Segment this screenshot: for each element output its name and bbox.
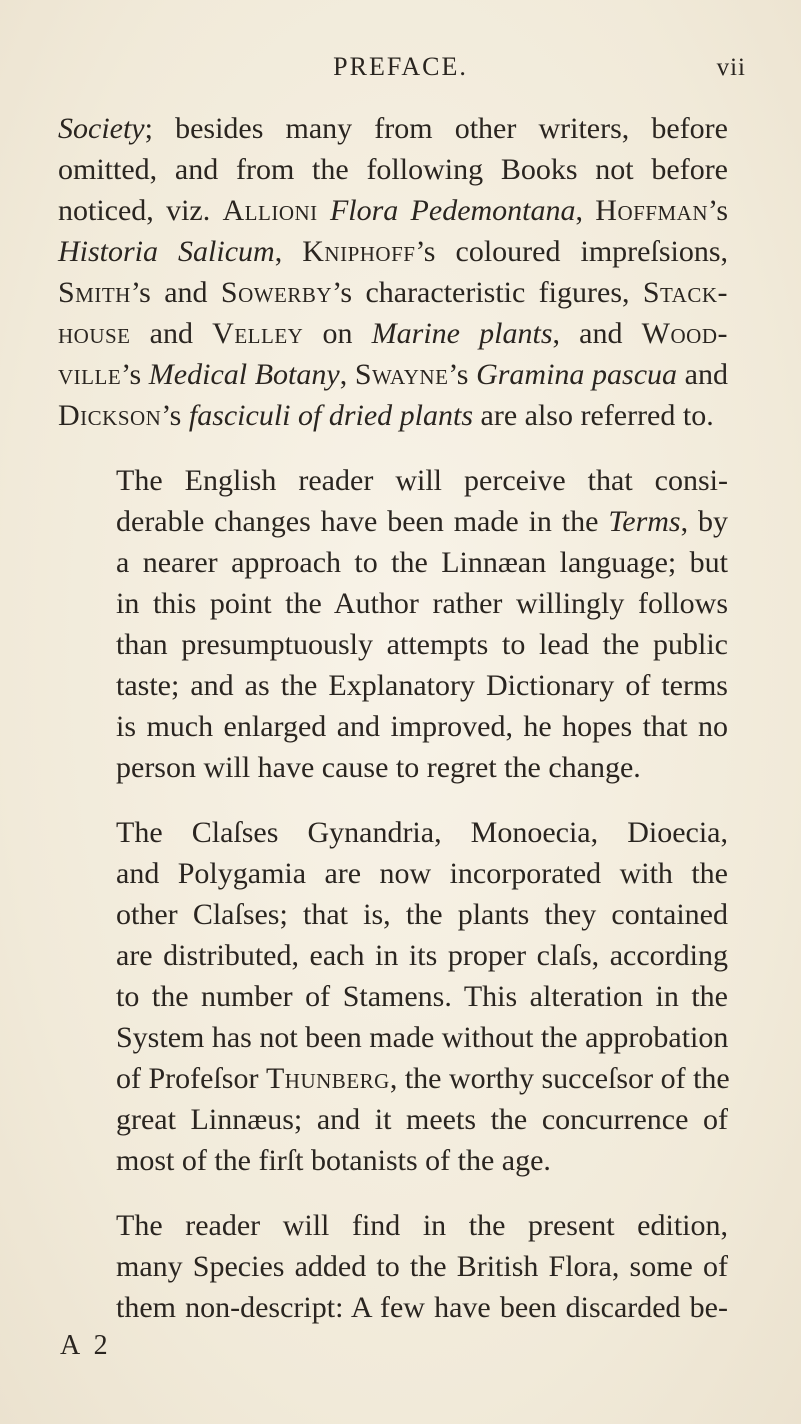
text-line [58, 354, 728, 395]
paragraph [58, 108, 728, 436]
text-run: ’s characteristic figures, [332, 276, 643, 309]
text-run: taste; and as the Explanatory Dictionary of terms [116, 669, 728, 702]
text-run: noticed, viz. [58, 194, 223, 227]
text-line [58, 624, 728, 665]
text-line [58, 313, 728, 354]
text-line [58, 501, 728, 542]
text-run: ’s and [130, 276, 221, 309]
text-line [58, 1205, 728, 1246]
small-caps-name: house [58, 317, 131, 350]
text-run: and Polygamia are now incorporated with the [116, 857, 728, 890]
text-run: , [274, 235, 303, 268]
text-run: other Claſses; that is, the plants they contained [116, 898, 728, 931]
page-number: vii [716, 54, 746, 81]
text-run: ’s [161, 399, 189, 432]
text-run: great Linnæus; and it meets the concurrence of [116, 1103, 728, 1136]
text-run: and [677, 358, 728, 391]
signature-mark: A 2 [60, 1330, 112, 1361]
text-run: derable changes have been made in the [116, 505, 609, 538]
page-header [0, 44, 801, 84]
text-line [58, 935, 728, 976]
small-caps-name: Stack- [642, 276, 729, 309]
text-line [58, 190, 728, 231]
small-caps-name: Velley [212, 317, 304, 350]
text-run: many Species added to the British Flora, some of [116, 1250, 728, 1283]
text-run: most of the firſt botanists of the age. [116, 1144, 551, 1177]
text-line [58, 706, 728, 747]
text-run: of Profeſsor [116, 1062, 266, 1095]
small-caps-name: Smith [58, 276, 131, 309]
small-caps-name: Allioni [222, 194, 318, 227]
text-line [58, 1099, 728, 1140]
text-run: , [575, 194, 596, 227]
italic-text: fasciculi of dried plants [188, 399, 474, 432]
text-line [58, 395, 728, 436]
small-caps-name: Dickson [58, 399, 162, 432]
text-run: ; besides many from other writers, before [144, 112, 728, 145]
small-caps-name: Hoffman [595, 194, 708, 227]
text-line [58, 108, 728, 149]
paragraph [58, 1205, 728, 1328]
text-run: on [303, 317, 372, 350]
text-line [58, 1017, 728, 1058]
small-caps-name: Wood- [641, 317, 728, 350]
text-run: in this point the Author rather willingly follows [116, 587, 728, 620]
text-run: them non-descript: A few have been discarded be- [116, 1291, 728, 1324]
text-run: The reader will find in the present edition, [116, 1209, 728, 1242]
text-run: ’s [121, 358, 149, 391]
paragraph [58, 460, 728, 788]
text-run: person will have cause to regret the change. [116, 751, 641, 784]
text-line [58, 1058, 728, 1099]
text-run: than presumptuously attempts to lead the public [116, 628, 728, 661]
text-run: , by [680, 505, 728, 538]
small-caps-name: ville [58, 358, 122, 391]
text-line [58, 149, 728, 190]
text-run: , the worthy succeſsor of the [389, 1062, 730, 1095]
italic-text: Terms [608, 505, 681, 538]
text-run: , [339, 358, 355, 391]
text-run: , and [552, 317, 642, 350]
running-title: PREFACE. [333, 52, 468, 81]
text-run: System has not been made without the approbation [116, 1021, 729, 1054]
text-run: The Claſses Gynandria, Monoecia, Dioecia, [116, 816, 728, 849]
text-run: a nearer approach to the Linnæan language; but [116, 546, 728, 579]
text-run: to the number of Stamens. This alteration in the [116, 980, 728, 1013]
text-run: omitted, and from the following Books not before [58, 153, 728, 186]
text-line [58, 542, 728, 583]
text-line [58, 853, 728, 894]
italic-text: Historia Salicum [58, 235, 275, 268]
italic-text: Flora Pedemontana [329, 194, 576, 227]
italic-text: Gramina pascua [476, 358, 678, 391]
text-run [318, 194, 330, 227]
text-run: and [130, 317, 213, 350]
text-run: ’s coloured impreſsions, [415, 235, 729, 268]
text-run: The English reader will perceive that consi- [116, 464, 728, 497]
text-line [58, 894, 728, 935]
text-line [58, 1287, 728, 1328]
paragraph [58, 812, 728, 1181]
italic-text: Society [58, 112, 145, 145]
text-line [58, 583, 728, 624]
text-line [58, 1140, 728, 1181]
text-line [58, 272, 728, 313]
small-caps-name: Sowerby [220, 276, 333, 309]
small-caps-name: Swayne [354, 358, 449, 391]
text-line [58, 460, 728, 501]
text-line [58, 231, 728, 272]
text-run: is much enlarged and improved, he hopes that no [116, 710, 728, 743]
body-text [58, 108, 728, 1352]
text-line [58, 747, 728, 788]
text-run: ’s [708, 194, 729, 227]
italic-text: Marine plants [371, 317, 553, 350]
small-caps-name: Thunberg [265, 1062, 390, 1095]
text-line [58, 1246, 728, 1287]
italic-text: Medical Botany [148, 358, 340, 391]
text-run: are also referred to. [473, 399, 714, 432]
small-caps-name: Kniphoff [302, 235, 416, 268]
text-line [58, 665, 728, 706]
text-line [58, 812, 728, 853]
text-line [58, 976, 728, 1017]
text-run: are distributed, each in its proper claſs, according [116, 939, 728, 972]
text-run: ’s [448, 358, 477, 391]
